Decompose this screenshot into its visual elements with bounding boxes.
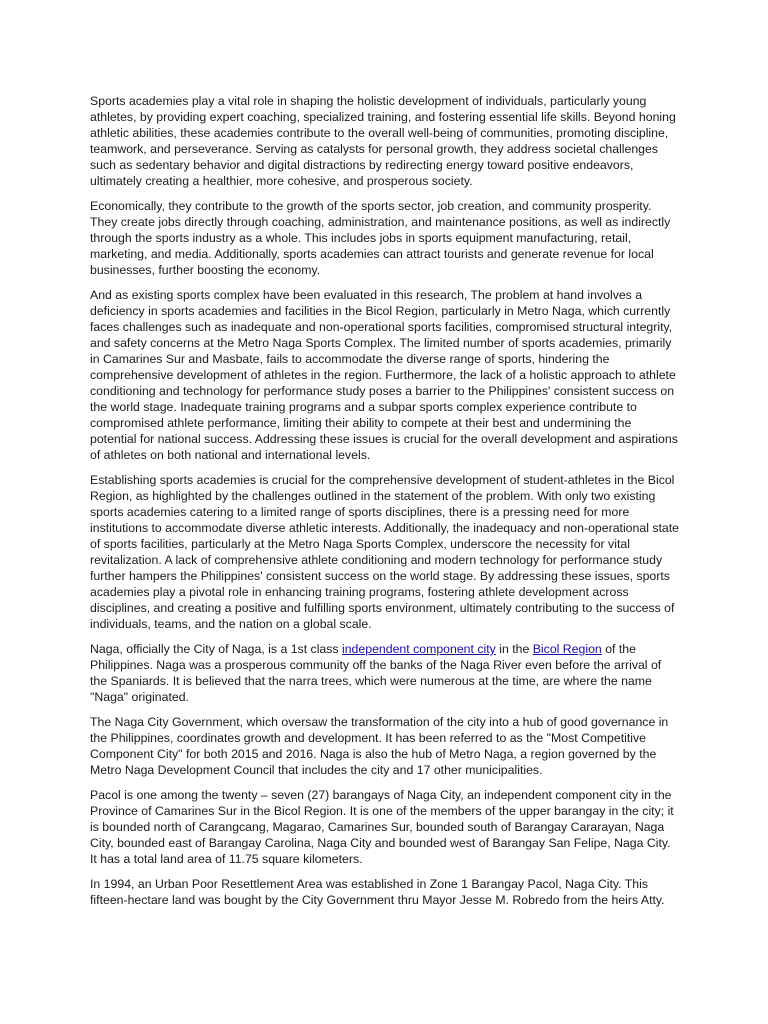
naga-text-after-link: of the Philippines. Naga was a prosperous community off the banks of the Naga River even before the arrival of the Spaniards. It is believed that the narra trees, which were numerous at the time, are where the name "Naga" originated.	[90, 642, 662, 704]
paragraph-establishing-academies: Establishing sports academies is crucial for the comprehensive development of student-athletes in the Bicol Region, as highlighted by the challenges outlined in the statement of the problem. With only two existing sports academies catering to a limited range of sports disciplines, there is a pressing need for more institutions to accommodate diverse athletic interests. Additionally, the inadequacy and non-operational state of sports facilities, particularly at the Metro Naga Sports Complex, underscore the necessity for vital revitalization. A lack of comprehensive athlete conditioning and modern technology for performance study further hampers the Philippines' consistent success on the world stage. By addressing these issues, sports academies play a pivotal role in enhancing training programs, fostering athlete development across disciplines, and creating a positive and fulfilling sports environment, ultimately contributing to the success of individuals, teams, and the nation on a global scale.	[90, 473, 680, 631]
paragraph-economic-contribution: Economically, they contribute to the growth of the sports sector, job creation, and community prosperity. They create jobs directly through coaching, administration, and maintenance positions, as well as indirectly through the sports industry as a whole. This includes jobs in sports equipment manufacturing, retail, marketing, and media. Additionally, sports academies can attract tourists and generate revenue for local businesses, further boosting the economy.	[90, 199, 671, 277]
paragraph-pacol-barangay: Pacol is one among the twenty – seven (27) barangays of Naga City, an independent component city in the Province of Camarines Sur in the Bicol Region. It is one of the members of the upper barangay in the city; it is bounded north of Carangcang, Magarao, Camarines Sur, bounded south of Barangay Cararayan, Naga City, bounded east of Barangay Carolina, Naga City and bounded west of Barangay San Felipe, Naga City. It has a total land area of 11.75 square kilometers.	[90, 788, 674, 866]
paragraph-resettlement-area: In 1994, an Urban Poor Resettlement Area was established in Zone 1 Barangay Pacol, Naga City. This fifteen-hectare land was bought by the City Government thru Mayor Jesse M. Robredo from the heirs Atty.	[90, 877, 665, 907]
paragraph-problem-statement: And as existing sports complex have been evaluated in this research, The problem at hand involves a deficiency in sports academies and facilities in the Bicol Region, particularly in Metro Naga, which currently faces challenges such as inadequate and non-operational sports facilities, compromised structural integrity, and safety concerns at the Metro Naga Sports Complex. The limited number of sports academies, primarily in Camarines Sur and Masbate, fails to accommodate the diverse range of sports, hindering the comprehensive development of athletes in the region. Furthermore, the lack of a holistic approach to athlete conditioning and technology for performance study poses a barrier to the Philippines' consistent success on the world stage. Inadequate training programs and a subpar sports complex experience contribute to compromised athlete performance, limiting their ability to compete at their best and undermining the potential for national success. Addressing these issues is crucial for the overall development and aspirations of athletes on both national and international levels.	[90, 288, 678, 462]
paragraph-naga-city	[90, 641, 680, 705]
paragraph-naga-government: The Naga City Government, which oversaw the transformation of the city into a hub of good governance in the Philippines, coordinates growth and development. It has been referred to as the "Most Competitive Component City" for both 2015 and 2016. Naga is also the hub of Metro Naga, a region governed by the Metro Naga Development Council that includes the city and 17 other municipalities.	[90, 715, 669, 777]
bicol-region-link[interactable]: Bicol Region	[532, 642, 602, 656]
naga-text-before-link: Naga, officially the City of Naga, is a 1st class	[90, 642, 342, 656]
independent-component-city-link[interactable]: independent component city	[341, 642, 496, 656]
paragraph-sports-academies-role: Sports academies play a vital role in shaping the holistic development of individuals, particularly young athletes, by providing expert coaching, specialized training, and fostering essential life skills. Beyond honing athletic abilities, these academies contribute to the overall well-being of communities, promoting discipline, teamwork, and perseverance. Serving as catalysts for personal growth, they address societal challenges such as sedentary behavior and digital distractions by redirecting energy toward positive endeavors, ultimately creating a healthier, more cohesive, and prosperous society.	[90, 94, 676, 188]
document-body	[90, 93, 680, 917]
naga-text-between-links: in the	[495, 642, 533, 656]
